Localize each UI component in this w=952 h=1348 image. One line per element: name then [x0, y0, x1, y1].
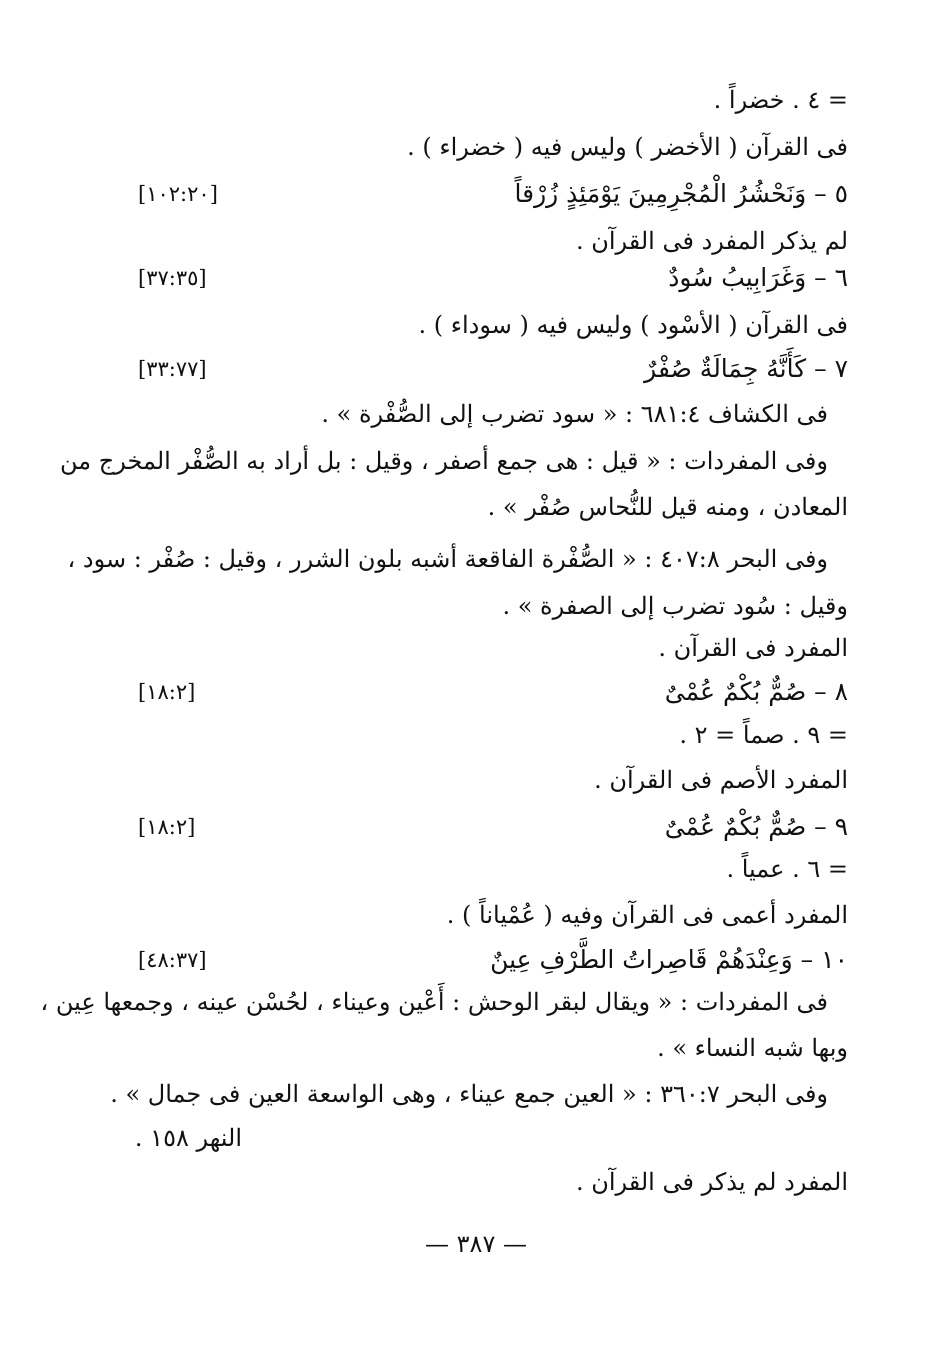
text-line: وبها شبه النساء » .	[657, 1034, 848, 1062]
verse-reference: [١٠٢:٢٠]	[138, 182, 218, 206]
verse-text: ٩ – صُمٌّ بُكْمٌ عُمْىٌ	[664, 812, 848, 841]
text-line: المفرد لم يذكر فى القرآن .	[575, 1168, 848, 1196]
text-line: وفى البحر ٣٦٠:٧ : « العين جمع عيناء ، وهى الواسعة العين فى جمال » .	[110, 1080, 828, 1108]
verse-line	[128, 805, 848, 849]
verse-reference: [٤٨:٣٧]	[138, 948, 207, 972]
verse-reference: [١٨:٢]	[138, 680, 196, 704]
verse-line	[128, 347, 848, 391]
verse-text: ١٠ – وَعِنْدَهُمْ قَاصِراتُ الطَّرْفِ عِينٌ	[490, 945, 848, 974]
text-line: وفى المفردات : « قيل : هى جمع أصفر ، وقيل : بل أراد به الصُّفْر المخرج من	[60, 447, 828, 475]
text-line: المفرد أعمى فى القرآن وفيه ( عُمْياناً ) .	[446, 901, 848, 929]
verse-text: ٦ – وَغَرَابِيبُ سُودٌ	[668, 263, 848, 292]
verse-line	[128, 256, 848, 300]
text-line: فى الكشاف ٦٨١:٤ : « سود تضرب إلى الصُّفْرة » .	[321, 400, 828, 428]
text-line: لم يذكر المفرد فى القرآن .	[575, 227, 848, 255]
page-number: — ٣٨٧ —	[425, 1230, 527, 1258]
verse-reference: [٣٧:٣٥]	[138, 266, 207, 290]
text-line: فى القرآن ( الأسْود ) وليس فيه ( سوداء ) .	[418, 311, 848, 339]
text-line: = ٩ . صماً = ٢ .	[679, 721, 848, 749]
verse-text: ٧ – كَأَنَّهُ جِمَالَةٌ صُفْرٌ	[644, 354, 848, 383]
verse-line	[128, 938, 848, 982]
verse-line	[128, 670, 848, 714]
text-line: وقيل : سُود تضرب إلى الصفرة » .	[502, 592, 848, 620]
text-line: المفرد فى القرآن .	[658, 634, 848, 662]
text-line: = ٤ . خضراً .	[713, 86, 848, 114]
text-line: المفرد الأصم فى القرآن .	[594, 766, 848, 794]
verse-reference: [١٨:٢]	[138, 815, 196, 839]
text-line: وفى البحر ٤٠٧:٨ : « الصُّفْرة الفاقعة أشبه بلون الشرر ، وقيل : صُفْر : سود ،	[67, 545, 828, 573]
verse-reference: [٣٣:٧٧]	[138, 357, 207, 381]
verse-text: ٨ – صُمٌّ بُكْمٌ عُمْىٌ	[664, 677, 848, 706]
text-line: فى المفردات : « ويقال لبقر الوحش : أَعْين وعيناء ، لحُسْن عينه ، وجمعها عِين ،	[40, 988, 828, 1016]
verse-line	[128, 172, 848, 216]
text-line: فى القرآن ( الأخضر ) وليس فيه ( خضراء ) .	[407, 133, 848, 161]
text-line: النهر ١٥٨ .	[134, 1124, 242, 1152]
verse-text: ٥ – وَنَحْشُرُ الْمُجْرِمِينَ يَوْمَئِذٍ زُرْقاً	[514, 179, 848, 208]
text-line: = ٦ . عمياً .	[726, 855, 848, 883]
text-line: المعادن ، ومنه قيل للنُّحاس صُفْر » .	[487, 493, 848, 521]
